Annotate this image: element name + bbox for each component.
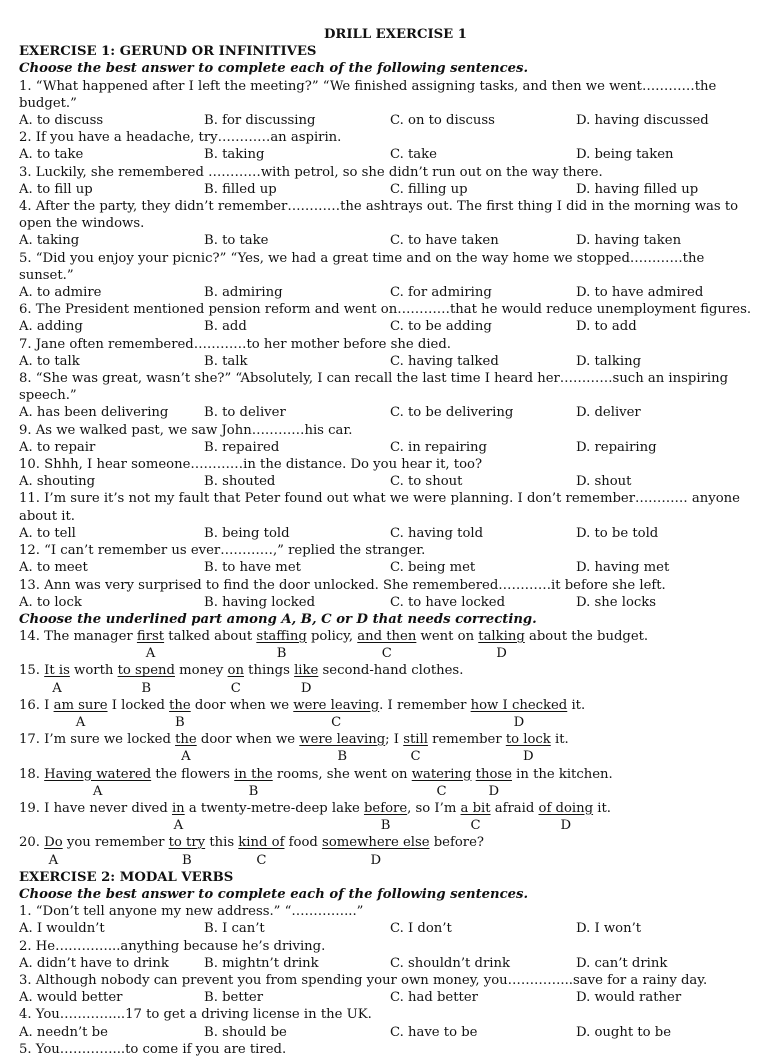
correction-sentence [19,731,754,748]
part-letters [19,817,754,834]
question-text: 8. “She was great, wasn’t she?” “Absolutely, I can recall the last time I heard her…………such an inspiring speech.” [19,371,729,404]
answer-option-d[interactable]: D. deliver [576,405,641,421]
part-letter-a: A [173,818,184,834]
answer-option-c[interactable]: C. to be delivering [390,405,514,421]
underlined-part[interactable]: am sure [53,697,108,713]
sentence-fragment: afraid [490,800,539,816]
sentence-fragment: door when we [196,732,300,748]
answer-options [19,146,754,163]
answer-options [19,989,754,1006]
sentence-fragment: went on [416,629,479,645]
part-letter-b: B [248,783,259,799]
answer-option-a[interactable]: A. to fill up [19,181,93,197]
question-text: 5. You…………...to come if you are tired. [19,1041,287,1057]
exercise-1-instruction: Choose the best answer to complete each of the following sentences. [19,61,529,77]
answer-option-c[interactable]: C. for admiring [390,285,492,301]
answer-options [19,284,754,301]
underlined-part[interactable]: Do [44,835,63,851]
correction-sentence [19,662,754,679]
answer-option-a[interactable]: A. to discuss [19,113,104,129]
question-text: 4. After the party, they didn’t remember…………the ashtrays out. The first thing I did in the morning was to open the windows. [19,199,739,232]
answer-option-c[interactable]: C. having talked [390,353,499,369]
underlined-part[interactable]: somewhere else [322,835,430,851]
part-letter-a: A [48,852,59,868]
underlined-part[interactable]: on [227,663,244,679]
answer-option-c[interactable]: C. on to discuss [390,113,495,129]
sentence-fragment: 16. I [19,697,54,713]
sentence-fragment: you remember [62,835,169,851]
sentence-fragment: the flowers [151,766,235,782]
answer-option-d[interactable]: D. being taken [576,147,674,163]
correction-sentence [19,834,754,851]
answer-option-d[interactable]: D. would rather [576,990,682,1006]
question-text: 4. You…………...17 to get a driving license in the UK. [19,1007,372,1023]
answer-options [19,1024,754,1041]
sentence-fragment: before? [429,835,484,851]
answer-option-b[interactable]: B. better [204,990,264,1006]
underlined-part[interactable]: a bit [460,800,491,816]
answer-option-a[interactable]: A. I wouldn’t [19,921,105,937]
answer-options [19,404,754,421]
answer-option-b[interactable]: B. admiring [204,285,283,301]
answer-option-b[interactable]: B. mightn’t drink [204,955,319,971]
answer-option-b[interactable]: B. having locked [204,594,316,610]
part-letters [19,783,754,800]
part-letter-d: D [300,680,312,696]
sentence-fragment: rooms, she went on [272,766,412,782]
answer-option-a[interactable]: A. didn’t have to drink [19,955,169,971]
sentence-fragment: about the budget. [524,629,649,645]
part-letter-b: B [141,680,152,696]
sentence-fragment: food [284,835,323,851]
question-text: 3. Luckily, she remembered …………with petrol, so she didn’t run out on the way there. [19,164,603,180]
answer-option-b[interactable]: B. add [204,319,247,335]
answer-option-a[interactable]: A. to admire [19,285,102,301]
sentence-fragment: worth [69,663,118,679]
answer-option-b[interactable]: B. for discussing [204,113,316,129]
underlined-part[interactable]: still [403,732,428,748]
part-letter-c: C [410,749,421,765]
answer-option-d[interactable]: D. can’t drink [576,955,668,971]
question-text: 11. I’m sure it’s not my fault that Peter found out what we were planning. I don’t remember………… anyone about it. [19,491,740,524]
answer-option-c[interactable]: C. having told [390,525,484,541]
answer-option-a[interactable]: A. to take [19,147,84,163]
sentence-fragment: I locked [107,697,170,713]
underlined-part[interactable]: those [475,766,512,782]
answer-option-b[interactable]: B. to have met [204,560,301,576]
exercise-1-questions [19,78,754,611]
part-letter-c: C [230,680,241,696]
answer-option-c[interactable]: C. take [390,147,437,163]
answer-option-d[interactable]: D. having met [576,560,670,576]
underlined-part[interactable]: were leaving [299,732,386,748]
part-letter-b: B [337,749,348,765]
part-letter-c: C [470,818,481,834]
sentence-fragment: this [205,835,239,851]
sentence-fragment: 19. I have never dived [19,800,172,816]
answer-option-a[interactable]: A. adding [19,319,83,335]
part-letters [19,852,754,869]
answer-options [19,353,754,370]
part-letter-a: A [92,783,103,799]
worksheet-page [19,26,754,1058]
correction-sentence [19,766,754,783]
answer-option-d[interactable]: D. shout [576,474,632,490]
part-letter-a: A [145,646,156,662]
underlined-part[interactable]: in [171,800,185,816]
answer-option-b[interactable]: B. being told [204,525,290,541]
answer-option-c[interactable]: C. to be adding [390,319,492,335]
question-text: 5. “Did you enjoy your picnic?” “Yes, we had a great time and on the way home we stopped…………the sunset.” [19,250,705,283]
answer-options [19,594,754,611]
answer-option-b[interactable]: B. repaired [204,439,280,455]
answer-option-c[interactable]: C. being met [390,560,476,576]
question-text: 2. He…………...anything because he’s driving. [19,938,326,954]
answer-options [19,181,754,198]
answer-option-d[interactable]: D. I won’t [576,921,642,937]
sentence-fragment: 14. The manager [19,629,137,645]
answer-options [19,920,754,937]
underlined-part[interactable]: were leaving [293,697,380,713]
answer-option-a[interactable]: A. would better [19,990,123,1006]
sentence-fragment: 18. [19,766,45,782]
exercise-2-questions [19,903,754,1058]
part-letter-b: B [175,715,185,731]
correction-sentence [19,800,754,817]
answer-options [19,112,754,129]
part-letters [19,748,754,765]
answer-option-b[interactable]: B. filled up [204,181,277,197]
part-letter-d: D [523,749,534,765]
sentence-fragment: policy, [306,629,358,645]
part-letter-b: B [380,818,391,834]
underlined-part[interactable]: of doing [538,800,594,816]
sentence-fragment: 15. [19,663,45,679]
underlined-part[interactable]: watering [411,766,472,782]
answer-option-c[interactable]: C. filling up [390,181,468,197]
underlined-part[interactable]: It is [44,663,70,679]
part-letter-d: D [560,818,572,834]
answer-options [19,473,754,490]
sentence-fragment: it. [567,697,586,713]
part-letter-a: A [52,680,62,696]
sentence-fragment: it. [550,732,569,748]
answer-option-d[interactable]: D. repairing [576,439,657,455]
question-text: 12. “I can’t remember us ever…………,” replied the stranger. [19,543,426,559]
answer-option-b[interactable]: B. should be [204,1024,287,1040]
answer-option-d[interactable]: D. having discussed [576,113,709,129]
underlined-part[interactable]: to lock [505,732,551,748]
answer-option-a[interactable]: A. taking [19,233,80,249]
answer-option-c[interactable]: C. to have taken [390,233,499,249]
correction-sentence [19,628,754,645]
part-letter-b: B [276,646,287,662]
underlined-part[interactable]: staffing [256,629,307,645]
answer-option-a[interactable]: A. shouting [19,474,96,490]
part-letter-a: A [75,715,86,731]
answer-option-d[interactable]: D. having taken [576,233,682,249]
answer-option-a[interactable]: A. to talk [19,353,80,369]
answer-option-b[interactable]: B. I can’t [204,921,265,937]
part-letter-a: A [181,749,191,765]
answer-option-a[interactable]: A. to lock [19,594,82,610]
underlined-part[interactable]: Having watered [44,766,152,782]
underlined-part[interactable]: before [363,800,408,816]
answer-options [19,559,754,576]
answer-options [19,318,754,335]
question-text: 3. Although nobody can prevent you from spending your own money, you…………...save for a rainy day. [19,972,708,988]
sentence-fragment: a twenty-metre-deep lake [184,800,364,816]
answer-option-a[interactable]: A. to tell [19,525,76,541]
sentence-fragment: money [174,663,228,679]
answer-option-a[interactable]: A. has been delivering [19,405,169,421]
underlined-part[interactable]: first [136,629,165,645]
answer-option-b[interactable]: B. to deliver [204,405,286,421]
exercise-1-correction-instruction: Choose the underlined part among A, B, C or D that needs correcting. [19,611,537,627]
answer-option-c[interactable]: C. shouldn’t drink [390,955,510,971]
exercise-2-heading: EXERCISE 2: MODAL VERBS [19,869,234,885]
sentence-fragment: 17. I’m sure we locked [19,732,176,748]
answer-option-a[interactable]: A. to repair [19,439,96,455]
answer-option-b[interactable]: B. to take [204,233,269,249]
part-letter-d: D [488,783,500,799]
sentence-fragment: it. [593,800,611,816]
answer-option-c[interactable]: C. had better [390,990,478,1006]
underlined-part[interactable]: talking [478,629,525,645]
part-letter-d: D [496,646,507,662]
sentence-fragment: 20. [19,835,45,851]
exercise-1-correction-items [19,628,754,869]
answer-option-d[interactable]: D. to add [576,319,637,335]
question-text: 1. “What happened after I left the meeting?” “We finished assigning tasks, and then we went…………the budget.” [19,78,717,111]
underlined-part[interactable]: the [169,697,191,713]
question-text: 10. Shhh, I hear someone…………in the distance. Do you hear it, too? [19,457,483,473]
answer-option-d[interactable]: D. she locks [576,594,657,610]
part-letter-d: D [513,715,525,731]
sentence-fragment: , so I’m [407,800,461,816]
sentence-fragment: door when we [190,697,294,713]
answer-option-d[interactable]: D. having filled up [576,181,699,197]
answer-option-b[interactable]: B. taking [204,147,265,163]
answer-options [19,439,754,456]
page-title: DRILL EXERCISE 1 [323,27,467,42]
exercise-2-instruction: Choose the best answer to complete each of the following sentences. [19,886,529,902]
question-text: 6. The President mentioned pension reform and went on…………that he would reduce unemployment figures. [19,302,752,318]
answer-options [19,955,754,972]
underlined-part[interactable]: to spend [117,663,175,679]
underlined-part[interactable]: kind of [238,835,285,851]
part-letters [19,680,754,697]
sentence-fragment: remember [427,732,506,748]
answer-option-c[interactable]: C. to shout [390,474,463,490]
question-text: 2. If you have a headache, try…………an aspirin. [19,130,342,146]
question-text: 9. As we walked past, we saw John…………his car. [19,422,353,438]
part-letters [19,714,754,731]
answer-option-a[interactable]: A. needn’t be [19,1024,108,1040]
underlined-part[interactable]: and then [357,629,417,645]
part-letter-c: C [381,646,392,662]
answer-option-d[interactable]: D. ought to be [576,1024,672,1040]
sentence-fragment: in the kitchen. [511,766,613,782]
answer-option-c[interactable]: C. in repairing [390,439,487,455]
part-letter-c: C [331,715,342,731]
answer-option-c[interactable]: C. to have locked [390,594,506,610]
answer-option-c[interactable]: C. have to be [390,1024,478,1040]
question-text: 7. Jane often remembered…………to her mother before she died. [19,336,451,352]
answer-option-b[interactable]: B. shouted [204,474,276,490]
answer-option-a[interactable]: A. to meet [19,560,88,576]
answer-option-c[interactable]: C. I don’t [390,921,452,937]
sentence-fragment: ; I [385,732,404,748]
question-text: 1. “Don’t tell anyone my new address.” “…………...” [19,904,364,920]
answer-options [19,525,754,542]
sentence-fragment: second-hand clothes. [318,663,464,679]
answer-options [19,232,754,249]
correction-sentence [19,697,754,714]
part-letters [19,645,754,662]
underlined-part[interactable]: how I checked [470,697,568,713]
part-letter-d: D [370,852,382,868]
answer-option-d[interactable]: D. to be told [576,525,659,541]
sentence-fragment: . I remember [379,697,471,713]
part-letter-b: B [182,852,192,868]
sentence-fragment: talked about [164,629,257,645]
underlined-part[interactable]: in the [234,766,273,782]
part-letter-c: C [256,852,267,868]
exercise-1-heading: EXERCISE 1: GERUND OR INFINITIVES [19,44,317,60]
answer-option-d[interactable]: D. talking [576,353,642,369]
answer-option-d[interactable]: D. to have admired [576,285,704,301]
part-letter-c: C [436,783,447,799]
answer-option-b[interactable]: B. talk [204,353,248,369]
question-text: 13. Ann was very surprised to find the door unlocked. She remembered…………it before she left. [19,577,666,593]
sentence-fragment: things [243,663,295,679]
underlined-part[interactable]: the [175,732,197,748]
underlined-part[interactable]: to try [168,835,206,851]
underlined-part[interactable]: like [294,663,319,679]
